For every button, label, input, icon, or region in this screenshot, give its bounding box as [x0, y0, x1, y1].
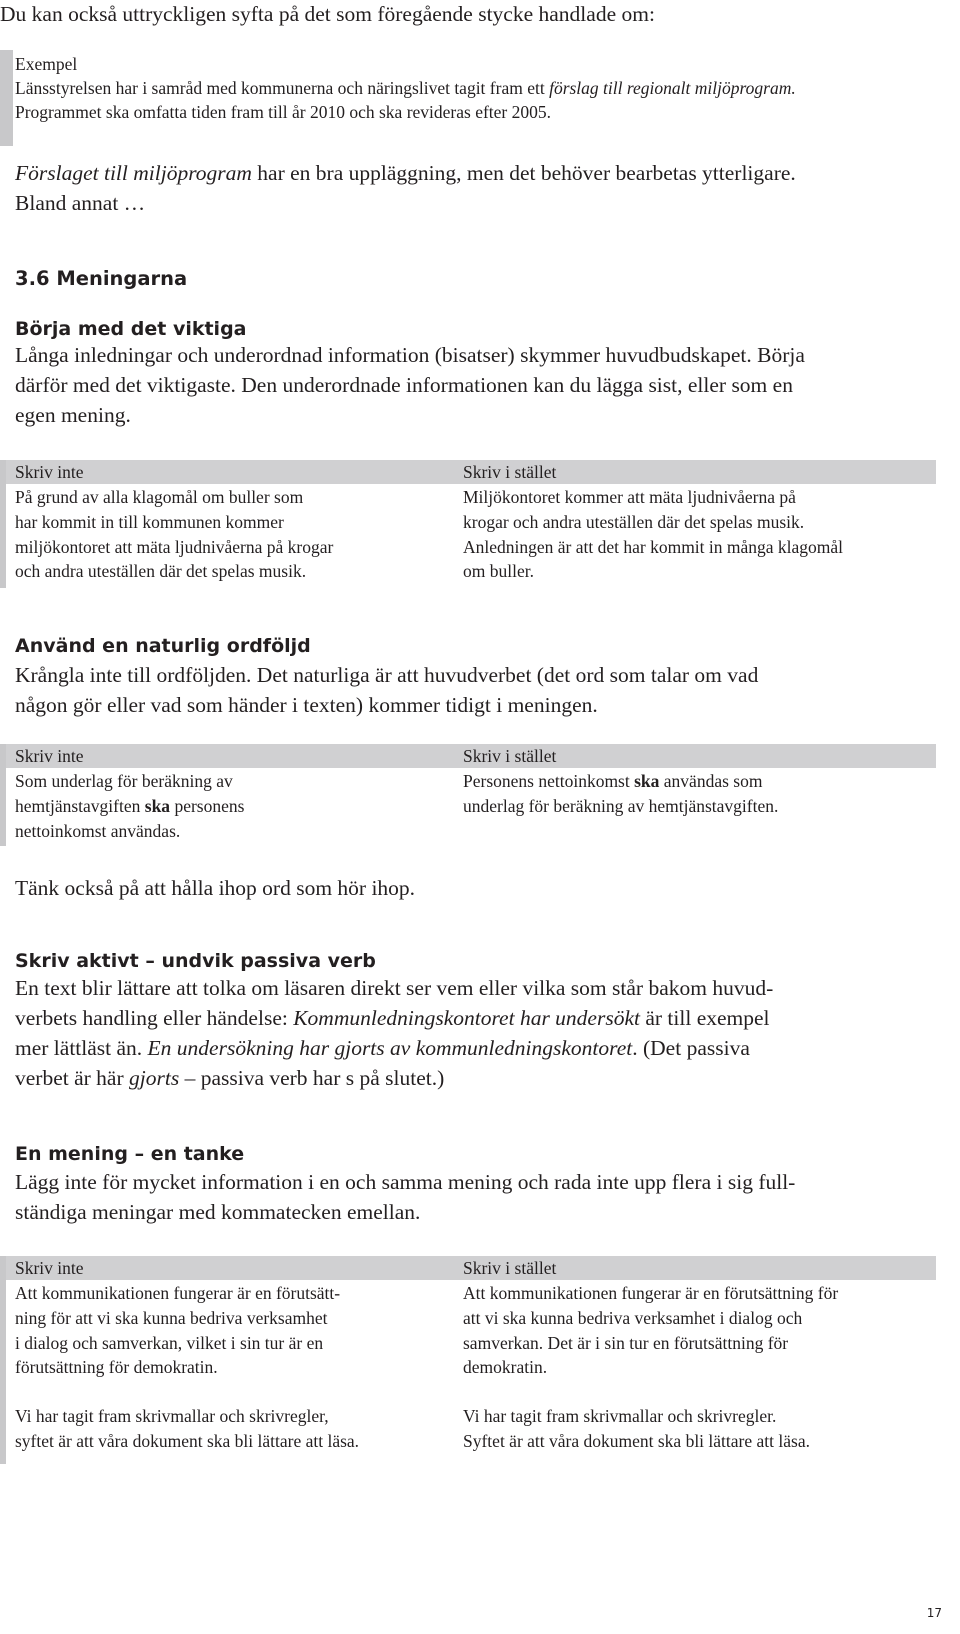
block4-skriv-inte-heading: Skriv inte: [15, 1258, 84, 1278]
example-label: Exempel: [15, 54, 78, 74]
text-line: Miljökontoret kommer att mäta ljudnivåerna på: [463, 487, 796, 507]
text-line: ning för att vi ska kunna bedriva verksamhet: [15, 1307, 328, 1328]
block1-skriv-i-stallet-heading: Skriv i stället: [463, 462, 557, 482]
text-line: att vi ska kunna bedriva verksamhet i dialog och: [463, 1307, 803, 1328]
text-line: Syftet är att våra dokument ska bli lättare att läsa.: [463, 1430, 810, 1451]
example-side-bar: [0, 50, 13, 146]
text-line: Som underlag för beräkning av: [15, 771, 233, 791]
block1-paragraph: [15, 340, 945, 430]
text-line: samverkan. Det är i sin tur en förutsättning för: [463, 1332, 789, 1353]
block1-skriv-i-stallet-text: [463, 485, 843, 584]
block2-line: Krångla inte till ordföljden. Det naturliga är att huvudverbet (det ord som talar om vad: [15, 663, 759, 687]
block1-skriv-inte-text: [15, 485, 333, 584]
text-line: Att kommunikationen fungerar är en förutsättning för: [463, 1283, 839, 1303]
text-line: miljökontoret att mäta ljudnivåerna på krogar: [15, 536, 334, 557]
block2-skriv-inte-text: [15, 769, 244, 843]
block2-skriv-i-stallet-heading: Skriv i stället: [463, 746, 557, 766]
text-line: nettoinkomst användas.: [15, 820, 181, 841]
page-number: 17: [926, 1606, 942, 1620]
block1-line: egen mening.: [15, 403, 131, 427]
block3-line: verbets handling eller händelse: Kommunledningskontoret har undersökt är till exempel: [15, 1006, 770, 1030]
block3-line: mer lättläst än. En undersökning har gjorts av kommunledningskontoret. (Det passiva: [15, 1036, 750, 1060]
text-line: Vi har tagit fram skrivmallar och skrivregler.: [463, 1406, 777, 1427]
followup-line-1: Förslaget till miljöprogram har en bra uppläggning, men det behöver bearbetas ytterligare.: [15, 161, 796, 185]
text-line: Personens nettoinkomst ska användas som: [463, 771, 763, 791]
text-line: På grund av alla klagomål om buller som: [15, 487, 304, 507]
block4-skriv-i-stallet-heading: Skriv i stället: [463, 1258, 557, 1278]
text-line: underlag för beräkning av hemtjänstavgiften.: [463, 795, 779, 816]
example-line-2: Programmet ska omfatta tiden fram till år 2010 och ska revideras efter 2005.: [15, 102, 552, 122]
block4-skriv-i-stallet-text: [463, 1281, 838, 1454]
block3-paragraph: [15, 973, 945, 1093]
text-line: krogar och andra uteställen där det spelas musik.: [463, 511, 805, 532]
block3-line: En text blir lättare att tolka om läsaren direkt ser vem eller vilka som står bakom huvud-: [15, 976, 774, 1000]
block4-line: ständiga meningar med kommatecken emellan.: [15, 1200, 421, 1224]
text-line: förutsättning för demokratin.: [15, 1357, 218, 1378]
block1-skriv-inte-heading: Skriv inte: [15, 462, 84, 482]
block2-note: Tänk också på att hålla ihop ord som hör ihop.: [15, 876, 416, 900]
block4-skriv-inte-text: [15, 1281, 359, 1454]
block4-line: Lägg inte för mycket information i en och samma mening och rada inte upp flera i sig full-: [15, 1170, 796, 1194]
text-line: syftet är att våra dokument ska bli lättare att läsa.: [15, 1430, 360, 1451]
text-line: Att kommunikationen fungerar är en förutsätt-: [15, 1283, 341, 1303]
block4-example-bar: [0, 1256, 6, 1464]
text-line: och andra uteställen där det spelas musik.: [15, 561, 307, 582]
text-line: Anledningen är att det har kommit in många klagomål: [463, 536, 844, 557]
block1-line: därför med det viktigaste. Den underordnade informationen kan du lägga sist, eller som en: [15, 373, 793, 397]
text-line: har kommit in till kommunen kommer: [15, 511, 284, 532]
intro-text: Du kan också uttryckligen syfta på det som föregående stycke handlade om:: [0, 2, 655, 26]
text-line: i dialog och samverkan, vilket i sin tur är en: [15, 1332, 324, 1353]
text-line: Vi har tagit fram skrivmallar och skrivregler,: [15, 1406, 329, 1427]
heading-en-mening-en-tanke: En mening – en tanke: [15, 1143, 245, 1165]
heading-skriv-aktivt: Skriv aktivt – undvik passiva verb: [15, 950, 376, 972]
block1-line: Långa inledningar och underordnad information (bisatser) skymmer huvudbudskapet. Börja: [15, 343, 805, 367]
followup-paragraph: [15, 158, 796, 218]
section-title: 3.6 Meningarna: [15, 267, 188, 290]
followup-line-2: Bland annat …: [15, 191, 146, 215]
heading-borja-med-det-viktiga: Börja med det viktiga: [15, 318, 247, 340]
block2-paragraph: [15, 660, 945, 720]
block4-paragraph: [15, 1167, 945, 1227]
block3-line: verbet är här gjorts – passiva verb har s på slutet.): [15, 1066, 445, 1090]
text-line: demokratin.: [463, 1357, 548, 1378]
block2-line: någon gör eller vad som händer i texten) kommer tidigt i meningen.: [15, 693, 598, 717]
example-block: [15, 52, 796, 124]
block2-skriv-inte-heading: Skriv inte: [15, 746, 84, 766]
heading-anvand-en-naturlig-ordfoljd: Använd en naturlig ordföljd: [15, 635, 311, 657]
text-line: hemtjänstavgiften ska personens: [15, 795, 245, 816]
text-line: om buller.: [463, 561, 534, 582]
block2-skriv-i-stallet-text: [463, 769, 778, 819]
example-line-1: Länsstyrelsen har i samråd med kommunerna och näringslivet tagit fram ett förslag till regionalt miljöprogram.: [15, 78, 796, 98]
